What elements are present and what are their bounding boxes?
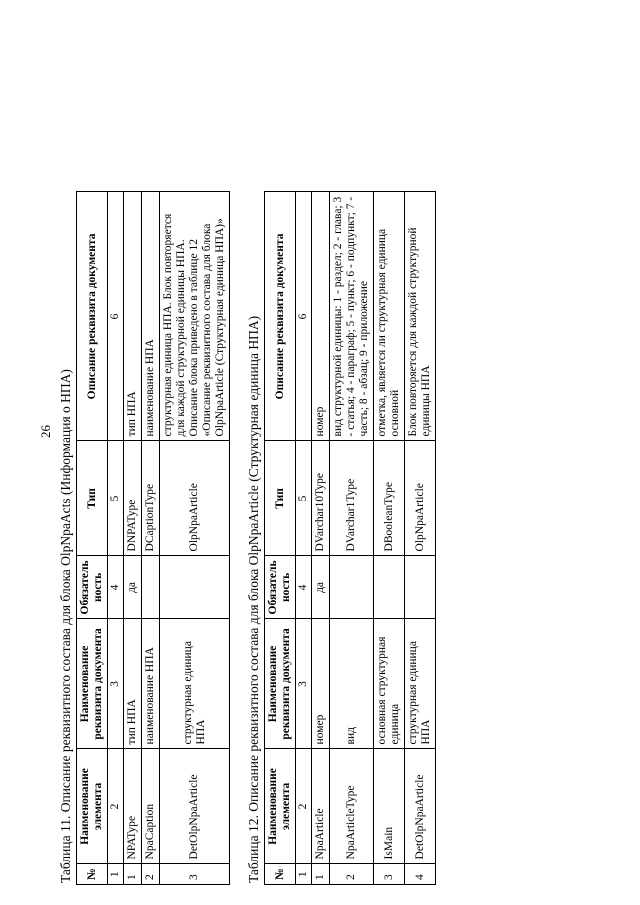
page-number: 26 bbox=[38, 425, 53, 438]
required-flag: да bbox=[124, 556, 142, 619]
rotated-content bbox=[58, 35, 436, 885]
column-number: 3 bbox=[296, 619, 312, 749]
table-row bbox=[312, 192, 330, 885]
table11-column-numbers bbox=[108, 192, 124, 885]
attribute-name: структурная единица НПА bbox=[405, 619, 436, 749]
header-number: № bbox=[77, 864, 108, 885]
table11 bbox=[76, 191, 230, 885]
header-attribute-name: Наименование реквизита документа bbox=[265, 619, 296, 749]
element-name: DetOlpNpaArticle bbox=[405, 749, 436, 864]
description: тип НПА bbox=[124, 192, 142, 441]
type-name: OlpNpaArticle bbox=[405, 441, 436, 556]
description: отметка, является ли структурная единица основной bbox=[374, 192, 405, 441]
table12-column-numbers bbox=[296, 192, 312, 885]
description: номер bbox=[312, 192, 330, 441]
description: наименование НПА bbox=[142, 192, 160, 441]
table-row bbox=[374, 192, 405, 885]
table-row bbox=[124, 192, 142, 885]
header-type: Тип bbox=[77, 441, 108, 556]
column-number: 1 bbox=[296, 864, 312, 885]
column-number: 5 bbox=[296, 441, 312, 556]
header-attribute-name: Наименование реквизита документа bbox=[77, 619, 108, 749]
column-number: 2 bbox=[108, 749, 124, 864]
description: вид структурной единицы: 1 - раздел; 2 - глава; 3 - статья; 4 - параграф; 5 - пункт; 6 - подпункт; 7 - часть; 8 - абзац; 9 - приложение bbox=[330, 192, 374, 441]
table11-caption: Таблица 11. Описание реквизитного состава для блока OlpNpaActs (Информация о НПА) bbox=[58, 369, 73, 883]
description: структурная единица НПА. Блок повторяется для каждой структурной единицы НПА. Описание блока приведено в таблице 12 «Описание реквизитного состава для блока OlpNpaArticle (Структурная единица НПА)» bbox=[160, 192, 230, 441]
attribute-name: номер bbox=[312, 619, 330, 749]
type-name: DVarchar1Type bbox=[330, 441, 374, 556]
type-name: DNPAType bbox=[124, 441, 142, 556]
attribute-name: тип НПА bbox=[124, 619, 142, 749]
table-row bbox=[142, 192, 160, 885]
header-required: Обязатель ность bbox=[77, 556, 108, 619]
table12-header-row bbox=[265, 192, 296, 885]
column-number: 3 bbox=[108, 619, 124, 749]
header-number: № bbox=[265, 864, 296, 885]
element-name: NpaCaption bbox=[142, 749, 160, 864]
required-flag bbox=[330, 556, 374, 619]
table11-header-row bbox=[77, 192, 108, 885]
row-number: 2 bbox=[330, 864, 374, 885]
column-number: 5 bbox=[108, 441, 124, 556]
table-row bbox=[405, 192, 436, 885]
row-number: 4 bbox=[405, 864, 436, 885]
attribute-name: наименование НПА bbox=[142, 619, 160, 749]
element-name: NPAType bbox=[124, 749, 142, 864]
element-name: IsMain bbox=[374, 749, 405, 864]
attribute-name: структурная единица НПА bbox=[160, 619, 230, 749]
column-number: 2 bbox=[296, 749, 312, 864]
row-number: 1 bbox=[312, 864, 330, 885]
row-number: 3 bbox=[160, 864, 230, 885]
header-required: Обязатель ность bbox=[265, 556, 296, 619]
element-name: NpaArticle bbox=[312, 749, 330, 864]
header-description: Описание реквизита документа bbox=[77, 192, 108, 441]
header-element-name: Наименование элемента bbox=[265, 749, 296, 864]
column-number: 4 bbox=[296, 556, 312, 619]
column-number: 4 bbox=[108, 556, 124, 619]
attribute-name: вид bbox=[330, 619, 374, 749]
attribute-name: основная структурная единица bbox=[374, 619, 405, 749]
required-flag bbox=[142, 556, 160, 619]
required-flag bbox=[405, 556, 436, 619]
required-flag bbox=[374, 556, 405, 619]
table12 bbox=[264, 191, 436, 885]
required-flag bbox=[160, 556, 230, 619]
table12-caption: Таблица 12. Описание реквизитного состава для блока OlpNpaArticle (Структурная единица НПА) bbox=[246, 315, 261, 883]
type-name: DBooleanType bbox=[374, 441, 405, 556]
table-row bbox=[330, 192, 374, 885]
type-name: OlpNpaArticle bbox=[160, 441, 230, 556]
description: Блок повторяется для каждой структурной единицы НПА bbox=[405, 192, 436, 441]
header-description: Описание реквизита документа bbox=[265, 192, 296, 441]
required-flag: да bbox=[312, 556, 330, 619]
row-number: 1 bbox=[124, 864, 142, 885]
table-row bbox=[160, 192, 230, 885]
header-element-name: Наименование элемента bbox=[77, 749, 108, 864]
row-number: 3 bbox=[374, 864, 405, 885]
type-name: DCaptionType bbox=[142, 441, 160, 556]
column-number: 6 bbox=[296, 192, 312, 441]
header-type: Тип bbox=[265, 441, 296, 556]
column-number: 6 bbox=[108, 192, 124, 441]
element-name: NpaArticleType bbox=[330, 749, 374, 864]
column-number: 1 bbox=[108, 864, 124, 885]
type-name: DVarchar10Type bbox=[312, 441, 330, 556]
row-number: 2 bbox=[142, 864, 160, 885]
element-name: DetOlpNpaArticle bbox=[160, 749, 230, 864]
